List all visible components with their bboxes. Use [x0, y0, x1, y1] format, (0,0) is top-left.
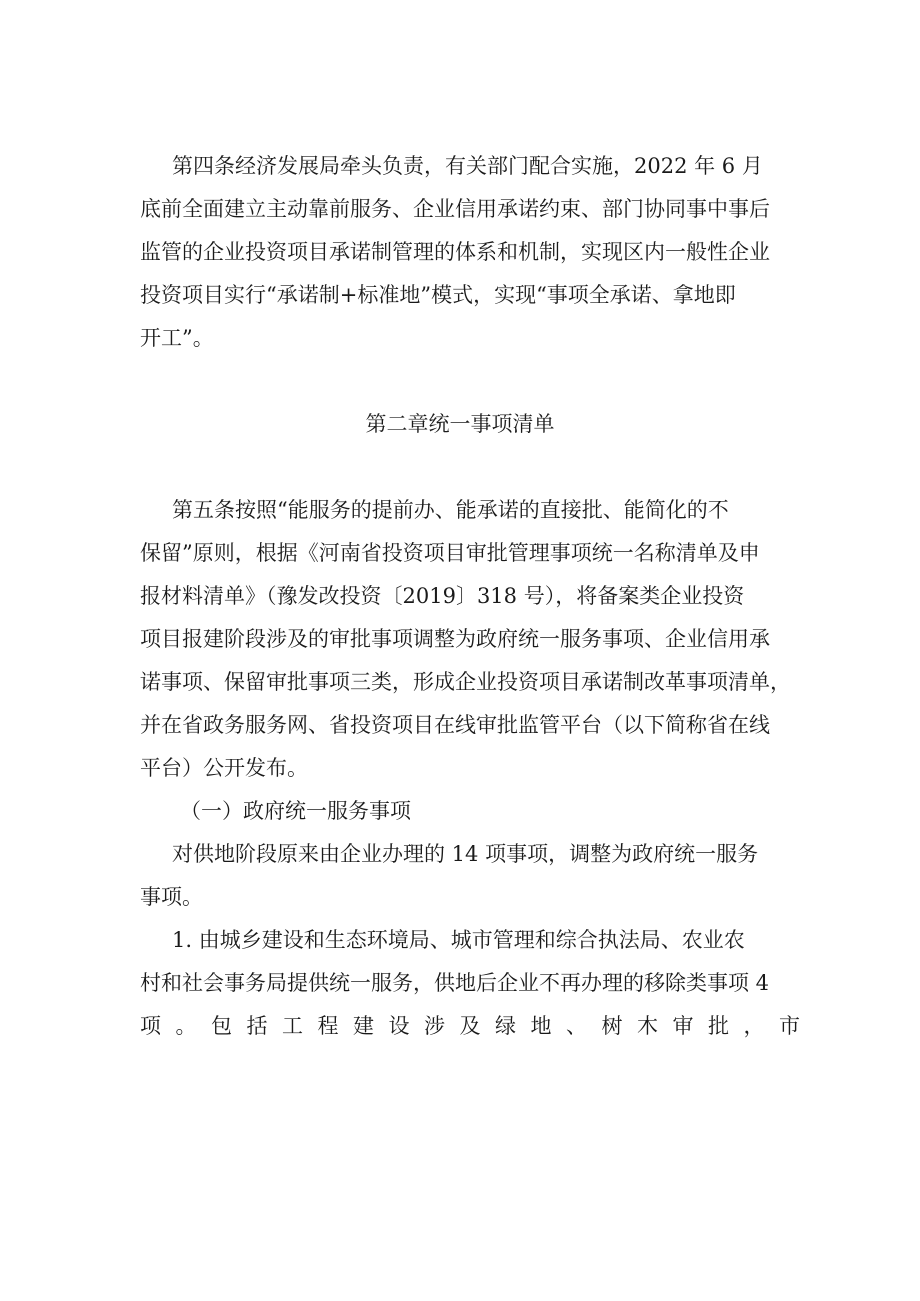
paragraph-line: 投资项目实行“承诺制+标准地”模式，实现“事项全承诺、拿地即 [140, 283, 736, 307]
spaced-char: 项 [140, 1014, 161, 1038]
spaced-char: 括 [246, 1014, 268, 1038]
paragraph-line: 底前全面建立主动靠前服务、企业信用承诺约束、部门协同事中事后 [140, 197, 770, 221]
spaced-char: 审 [672, 1014, 694, 1038]
spaced-char: 市 [779, 1014, 800, 1038]
spaced-char: 及 [459, 1014, 481, 1038]
paragraph-line: 保留”原则，根据《河南省投资项目审批管理事项统一名称清单及申 [140, 541, 760, 565]
paragraph-line: 平台）公开发布。 [140, 756, 308, 780]
spaced-char: 、 [566, 1014, 587, 1038]
paragraph-line: 第五条按照“能服务的提前办、能承诺的直接批、能简化的不 [172, 498, 729, 522]
spaced-char: 工 [282, 1014, 303, 1038]
paragraph-line: 1. 由城乡建设和生态环境局、城市管理和综合执法局、农业农 [172, 928, 745, 952]
paragraph-line: 第四条经济发展局牵头负责，有关部门配合实施，2022 年 6 月 [172, 154, 763, 178]
paragraph-line: 村和社会事务局提供统一服务，供地后企业不再办理的移除类事项 4 [140, 971, 770, 995]
spaced-char: 程 [317, 1014, 339, 1038]
paragraph-line: 并在省政务服务网、省投资项目在线审批监管平台（以下简称省在线 [140, 713, 770, 737]
paragraph-line: 诺事项、保留审批事项三类，形成企业投资项目承诺制改革事项清单， [140, 670, 791, 694]
spaced-char: 绿 [495, 1014, 516, 1038]
paragraph-line: 报材料清单》（豫发改投资〔2019〕318 号），将备案类企业投资 [140, 584, 745, 608]
spaced-char: 建 [353, 1014, 374, 1038]
paragraph-line: 项目报建阶段涉及的审批事项调整为政府统一服务事项、企业信用承 [140, 627, 770, 651]
paragraph-line: 开工”。 [140, 326, 214, 350]
spaced-char: 设 [388, 1014, 410, 1038]
spaced-char: 包 [211, 1014, 232, 1038]
paragraph-line: 事项。 [140, 885, 203, 909]
section-heading: （一）政府统一服务事项 [180, 799, 411, 823]
justified-line [140, 1006, 800, 1046]
spaced-char: 涉 [424, 1014, 445, 1038]
spaced-char: 木 [637, 1014, 658, 1038]
chapter-heading: 第二章统一事项清单 [365, 412, 555, 436]
spaced-char: 树 [601, 1014, 623, 1038]
spaced-char: 。 [175, 1014, 197, 1038]
paragraph-line: 监管的企业投资项目承诺制管理的体系和机制，实现区内一般性企业 [140, 240, 770, 264]
spaced-char: 批 [708, 1014, 729, 1038]
spaced-char: ， [743, 1014, 765, 1038]
paragraph-line: 对供地阶段原来由企业办理的 14 项事项，调整为政府统一服务 [172, 842, 759, 866]
spaced-char: 地 [530, 1014, 552, 1038]
